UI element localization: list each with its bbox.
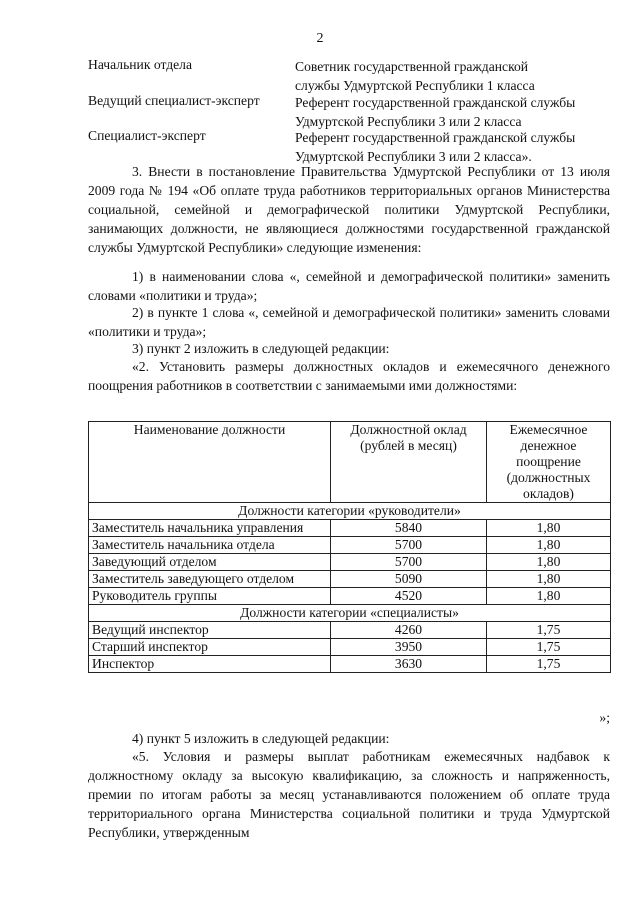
table-row <box>89 537 611 554</box>
item4-quote: «5. Условия и размеры выплат работникам ежемесячных надбавок к должностному окладу за высокую квалификацию, за сложность и напряженность, премии по итогам работы за месяц устанавливаются положением об оплате труда территориального органа Министерства социальной политики и труда Удмуртской Республики, утвержденным <box>88 749 610 840</box>
section-title: Должности категории «руководители» <box>89 503 611 520</box>
table-row <box>89 554 611 571</box>
cell-bonus: 1,80 <box>487 520 611 537</box>
cell-salary: 5700 <box>331 537 487 554</box>
position-class-line: Удмуртской Республики 3 или 2 класса». <box>295 149 532 164</box>
position-class <box>295 57 535 95</box>
position-name: Начальник отдела <box>88 57 192 72</box>
page-number: 2 <box>316 31 324 46</box>
cell-salary: 5700 <box>331 554 487 571</box>
header-bonus: Ежемесячное денежное поощрение (должностных окладов) <box>487 422 611 503</box>
salary-table <box>88 421 611 673</box>
cell-bonus: 1,75 <box>487 639 611 656</box>
cell-salary: 4260 <box>331 622 487 639</box>
cell-bonus: 1,80 <box>487 537 611 554</box>
table-row <box>89 520 611 537</box>
table-row <box>89 622 611 639</box>
position-class <box>295 128 575 166</box>
section-row <box>89 503 611 520</box>
position-class-line: Удмуртской Республики 3 или 2 класса <box>295 114 522 129</box>
item3-sub3: 3) пункт 2 изложить в следующей редакции: <box>132 341 390 356</box>
cell-position: Старший инспектор <box>89 639 331 656</box>
position-class-line: Референт государственной гражданской службы <box>295 95 576 110</box>
cell-position: Ведущий инспектор <box>89 622 331 639</box>
position-class-line: службы Удмуртской Республики 1 класса <box>295 78 535 93</box>
table-row <box>89 571 611 588</box>
item3-sub2: 2) в пункте 1 слова «, семейной и демографической политики» заменить словами «политики и труда»; <box>88 305 610 339</box>
position-name: Ведущий специалист-эксперт <box>88 93 260 108</box>
cell-position: Заместитель заведующего отделом <box>89 571 331 588</box>
item4-intro: 4) пункт 5 изложить в следующей редакции: <box>132 731 390 746</box>
item3-sub1: 1) в наименовании слова «, семейной и демографической политики» заменить словами «политики и труда»; <box>88 269 610 303</box>
table-row <box>89 639 611 656</box>
cell-salary: 4520 <box>331 588 487 605</box>
position-class-line: Советник государственной гражданской <box>295 59 529 74</box>
item3-intro: 3. Внести в постановление Правительства Удмуртской Республики от 13 июля 2009 года № 194 «Об оплате труда работников территориальных органов Министерства социальной, семейной и демографической политики Удмуртской Республики, занимающих должности, не являющиеся должностями государственной гражданской службы Удмуртской Республики» следующие изменения: <box>88 164 610 255</box>
section-row <box>89 605 611 622</box>
cell-salary: 3630 <box>331 656 487 673</box>
item3-quote: «2. Установить размеры должностных окладов и ежемесячного денежного поощрения работников в соответствии с занимаемыми ими должностями: <box>88 359 610 393</box>
cell-position: Заведующий отделом <box>89 554 331 571</box>
cell-bonus: 1,75 <box>487 622 611 639</box>
position-name: Специалист-эксперт <box>88 128 206 143</box>
cell-position: Руководитель группы <box>89 588 331 605</box>
cell-bonus: 1,75 <box>487 656 611 673</box>
section-title: Должности категории «специалисты» <box>89 605 611 622</box>
cell-salary: 5090 <box>331 571 487 588</box>
cell-bonus: 1,80 <box>487 554 611 571</box>
header-salary: Должностной оклад (рублей в месяц) <box>331 422 487 503</box>
position-class-line: Референт государственной гражданской службы <box>295 130 576 145</box>
cell-position: Заместитель начальника отдела <box>89 537 331 554</box>
cell-salary: 5840 <box>331 520 487 537</box>
cell-salary: 3950 <box>331 639 487 656</box>
table-row <box>89 656 611 673</box>
cell-bonus: 1,80 <box>487 588 611 605</box>
cell-position: Инспектор <box>89 656 331 673</box>
cell-bonus: 1,80 <box>487 571 611 588</box>
table-closing-quote: »; <box>599 710 610 725</box>
table-row <box>89 588 611 605</box>
cell-position: Заместитель начальника управления <box>89 520 331 537</box>
header-position: Наименование должности <box>89 422 331 503</box>
position-class <box>295 93 575 131</box>
table-header-row <box>89 422 611 503</box>
